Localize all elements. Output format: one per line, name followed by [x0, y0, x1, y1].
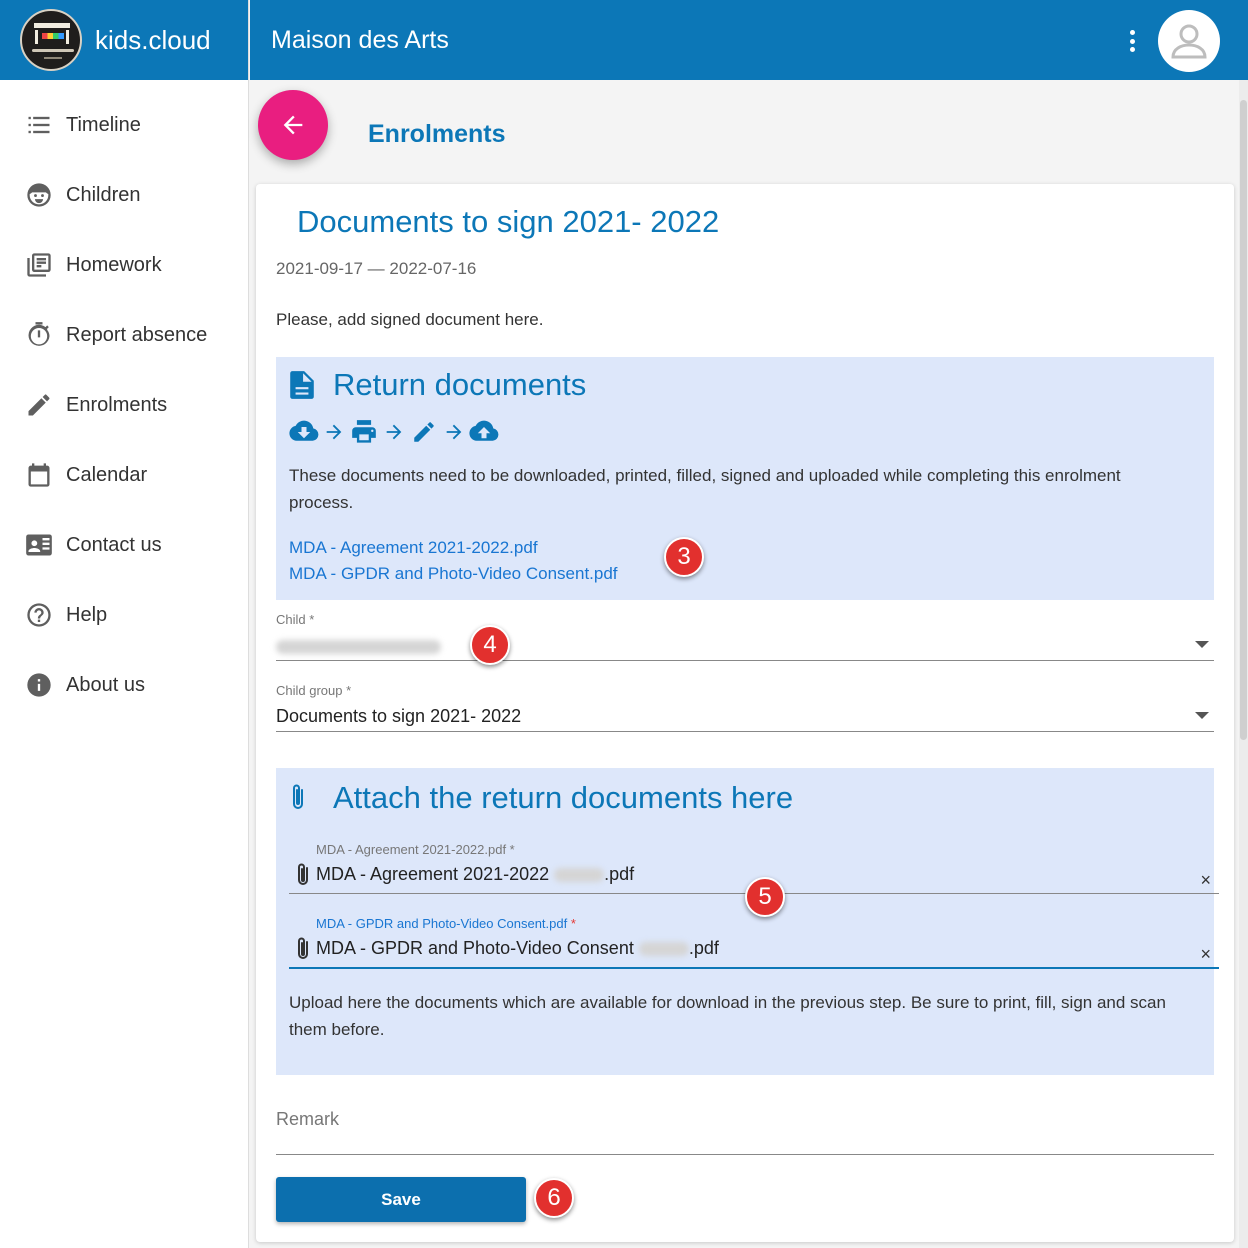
sidebar-item-timeline[interactable] — [0, 90, 248, 160]
sidebar-item-label: Contact us — [66, 533, 162, 556]
sidebar-item-report-absence[interactable] — [0, 300, 248, 370]
sidebar-item-children[interactable] — [0, 160, 248, 230]
page-title: Enrolments — [368, 120, 506, 148]
return-documents-panel — [276, 357, 1214, 600]
enrolment-form-card — [256, 184, 1234, 1242]
chevron-down-icon — [1195, 641, 1209, 648]
child-group-select[interactable] — [276, 683, 1214, 733]
document-icon — [289, 370, 315, 400]
file-name-prefix: MDA - GPDR and Photo-Video Consent — [316, 938, 634, 958]
top-app-bar — [250, 0, 1248, 80]
paperclip-icon — [289, 782, 307, 814]
upload-cloud-icon — [469, 419, 499, 445]
contact-card-icon — [24, 530, 54, 560]
info-icon — [24, 670, 54, 700]
download-cloud-icon — [289, 419, 319, 445]
page-scrollbar[interactable] — [1239, 80, 1248, 1248]
calendar-icon — [24, 460, 54, 490]
sidebar-item-label: Timeline — [66, 113, 141, 136]
file-name-suffix: .pdf — [604, 864, 635, 884]
agreement-file-name — [316, 864, 634, 885]
back-button[interactable] — [258, 90, 328, 160]
more-vert-icon[interactable] — [1124, 27, 1140, 55]
sidebar-item-help[interactable] — [0, 580, 248, 650]
sidebar-item-homework[interactable] — [0, 230, 248, 300]
sidebar-item-calendar[interactable] — [0, 440, 248, 510]
pencil-icon — [24, 390, 54, 420]
form-title: Documents to sign 2021- 2022 — [297, 204, 720, 239]
sidebar-item-label: About us — [66, 673, 145, 696]
sidebar-item-label: Calendar — [66, 463, 148, 486]
organization-title: Maison des Arts — [271, 25, 449, 54]
sidebar-item-label: Homework — [66, 253, 162, 276]
annotation-badge-4: 4 — [470, 625, 510, 665]
sidebar-item-label: Help — [66, 603, 108, 626]
return-documents-instructions: These documents need to be downloaded, printed, filled, signed and uploaded while completing this enrolment process. — [289, 466, 1121, 512]
child-face-icon — [24, 180, 54, 210]
file-name-prefix: MDA - Agreement 2021-2022 — [316, 864, 550, 884]
file-name-suffix: .pdf — [688, 938, 719, 958]
paperclip-icon — [294, 862, 312, 890]
process-steps — [289, 419, 499, 445]
date-range: 2021-09-17 — 2022-07-16 — [276, 259, 477, 278]
chevron-down-icon — [1195, 712, 1209, 719]
child-group-label: Child group * — [276, 683, 352, 698]
pencil-icon — [409, 419, 439, 445]
save-button[interactable]: Save — [276, 1177, 526, 1222]
child-value — [276, 636, 441, 657]
maison-des-arts-logo[interactable] — [20, 9, 82, 71]
child-select[interactable] — [276, 612, 1214, 662]
account-icon — [1167, 19, 1211, 63]
library-books-icon — [24, 250, 54, 280]
child-label: Child * — [276, 612, 315, 627]
annotation-badge-5: 5 — [745, 877, 785, 917]
attach-documents-title: Attach the return documents here — [333, 780, 794, 815]
arrow-right-icon — [383, 421, 405, 443]
gdpr-consent-file-input[interactable] — [289, 916, 1219, 970]
arrow-left-icon — [279, 111, 307, 139]
annotation-badge-3: 3 — [664, 537, 704, 577]
sidebar-item-contact-us[interactable] — [0, 510, 248, 580]
gdpr-consent-file-label — [316, 916, 576, 931]
help-circle-icon — [24, 600, 54, 630]
sidebar-nav — [0, 80, 248, 720]
close-icon[interactable]: × — [1200, 870, 1211, 890]
paperclip-icon — [294, 936, 312, 964]
arrow-right-icon — [443, 421, 465, 443]
attach-documents-instructions: Upload here the documents which are available for download in the previous step. Be sure to print, fill, sign and scan them before. — [289, 993, 1166, 1039]
gdpr-consent-pdf-link[interactable]: MDA - GPDR and Photo-Video Consent.pdf — [289, 564, 618, 583]
form-intro-text: Please, add signed document here. — [276, 310, 544, 329]
remark-underline — [276, 1154, 1214, 1155]
annotation-badge-6: 6 — [534, 1178, 574, 1218]
sidebar-item-label: Report absence — [66, 323, 208, 346]
timer-icon — [24, 320, 54, 350]
gdpr-consent-file-name — [316, 938, 719, 959]
attach-documents-header — [289, 780, 793, 816]
sidebar-item-label: Children — [66, 183, 141, 206]
return-documents-header — [289, 367, 586, 403]
sidebar-item-label: Enrolments — [66, 393, 168, 416]
child-group-value: Documents to sign 2021- 2022 — [276, 706, 522, 726]
return-documents-title: Return documents — [333, 367, 587, 402]
required-mark: * — [570, 916, 576, 931]
sidebar-item-enrolments[interactable] — [0, 370, 248, 440]
printer-icon — [349, 419, 379, 445]
arrow-right-icon — [323, 421, 345, 443]
attach-documents-panel — [276, 768, 1214, 1075]
agreement-pdf-link[interactable]: MDA - Agreement 2021-2022.pdf — [289, 538, 538, 557]
user-avatar[interactable] — [1158, 10, 1220, 72]
brand-header — [0, 0, 248, 80]
remark-field[interactable]: Remark — [276, 1109, 340, 1129]
sidebar-item-about-us[interactable] — [0, 650, 248, 720]
sidebar — [0, 0, 249, 1248]
gdpr-label-text: MDA - GPDR and Photo-Video Consent.pdf — [316, 916, 568, 931]
close-icon[interactable]: × — [1200, 944, 1211, 964]
agreement-file-label: MDA - Agreement 2021-2022.pdf * — [316, 842, 515, 857]
brand-name: kids.cloud — [95, 24, 211, 55]
list-icon — [24, 110, 54, 140]
